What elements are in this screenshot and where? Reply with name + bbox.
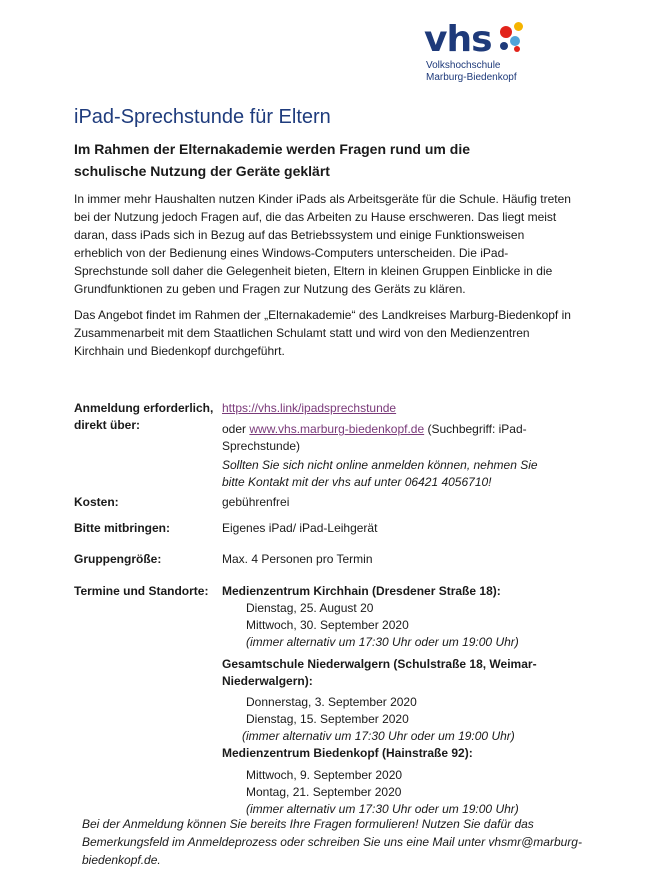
date-item: Dienstag, 15. September 2020 [246, 712, 409, 726]
date-item: Donnerstag, 3. September 2020 [246, 695, 417, 709]
registration-link[interactable]: https://vhs.link/ipadsprechstunde [222, 401, 397, 415]
logo-subtitle [426, 60, 517, 84]
location-biedenkopf [222, 745, 542, 818]
location-niederwalgern [222, 656, 542, 745]
logo-subtitle-line2: Marburg-Biedenkopf [426, 72, 517, 83]
offer-paragraph: Das Angebot findet im Rahmen der „Elternakademie“ des Landkreises Marburg-Biedenkopf in Zusammenarbeit mit dem Staatlichen Schulamt statt und wird von den Medienzentren Kirchhain und Biedenkopf durchgeführt. [74, 308, 571, 358]
date-item: Mittwoch, 9. September 2020 [246, 768, 403, 782]
logo-dot-navy [500, 42, 508, 50]
location-name: Medienzentrum Biedenkopf (Hainstraße 92): [222, 746, 473, 760]
date-item: Montag, 21. September 2020 [246, 785, 402, 799]
footer-note: Bei der Anmeldung können Sie bereits Ihre Fragen formulieren! Nutzen Sie dafür das Bemerkungsfeld im Anmeldeprozess oder schreiben Sie uns eine Mail unter vhsmr@marburg-biedenkopf.de. [82, 817, 582, 867]
group-size-label: Gruppengröße: [74, 552, 162, 566]
registration-label: Anmeldung erforderlich, direkt über: [74, 401, 214, 432]
bring-value: Eigenes iPad/ iPad-Leihgerät [222, 521, 378, 535]
logo-dot-blue [510, 36, 520, 46]
costs-label: Kosten: [74, 495, 119, 509]
time-note: (immer alternativ um 17:30 Uhr oder um 19:00 Uhr) [246, 635, 519, 649]
logo-dot-red [500, 26, 512, 38]
logo-dot-red-small [514, 46, 520, 52]
group-size-value: Max. 4 Personen pro Termin [222, 552, 373, 566]
location-name: Medienzentrum Kirchhain (Dresdener Straße 18): [222, 584, 501, 598]
registration-details [222, 400, 562, 491]
vhs-logo [424, 20, 564, 90]
date-item: Dienstag, 25. August 20 [246, 601, 374, 615]
schedule-list [222, 583, 542, 818]
logo-dot-yellow [514, 22, 523, 31]
schedule-label: Termine und Standorte: [74, 584, 209, 598]
vhs-website-link[interactable]: www.vhs.marburg-biedenkopf.de [249, 422, 425, 436]
time-note: (immer alternativ um 17:30 Uhr oder um 19:00 Uhr) [246, 802, 519, 816]
page-subtitle: Im Rahmen der Elternakademie werden Fragen rund um die schulische Nutzung der Geräte geklärt [74, 141, 470, 179]
or-text: oder [222, 422, 247, 436]
date-item: Mittwoch, 30. September 2020 [246, 618, 409, 632]
logo-subtitle-line1: Volkshochschule [426, 60, 501, 71]
logo-wordmark: vhs [424, 19, 492, 60]
bring-label: Bitte mitbringen: [74, 521, 170, 535]
intro-paragraph: In immer mehr Haushalten nutzen Kinder iPads als Arbeitsgeräte für die Schule. Häufig treten bei der Nutzung jedoch Fragen auf, die das Arbeiten zu Hause erschweren. Das liegt meist daran, dass iPads sich in Bezug auf das Betriebssystem und einige Funktionsweisen erheblich von der Bedienung eines Windows-Computers unterscheiden. Die iPad-Sprechstunde soll daher die Gelegenheit bieten, Eltern in kleinen Gruppen Einblicke in die Grundfunktionen zu geben und Fragen zur Nutzung des Geräts zu klären. [74, 192, 571, 296]
time-note: (immer alternativ um 17:30 Uhr oder um 19:00 Uhr) [242, 729, 515, 743]
costs-value: gebührenfrei [222, 495, 290, 509]
location-name: Gesamtschule Niederwalgern (Schulstraße 18, Weimar-Niederwalgern): [222, 657, 537, 688]
location-kirchhain [222, 583, 542, 651]
search-term-text: (Suchbegriff: iPad-Sprechstunde) [222, 422, 527, 453]
registration-note: Sollten Sie sich nicht online anmelden können, nehmen Sie bitte Kontakt mit der vhs auf unter 06421 4056710! [222, 458, 538, 489]
page-title: iPad-Sprechstunde für Eltern [74, 106, 331, 128]
